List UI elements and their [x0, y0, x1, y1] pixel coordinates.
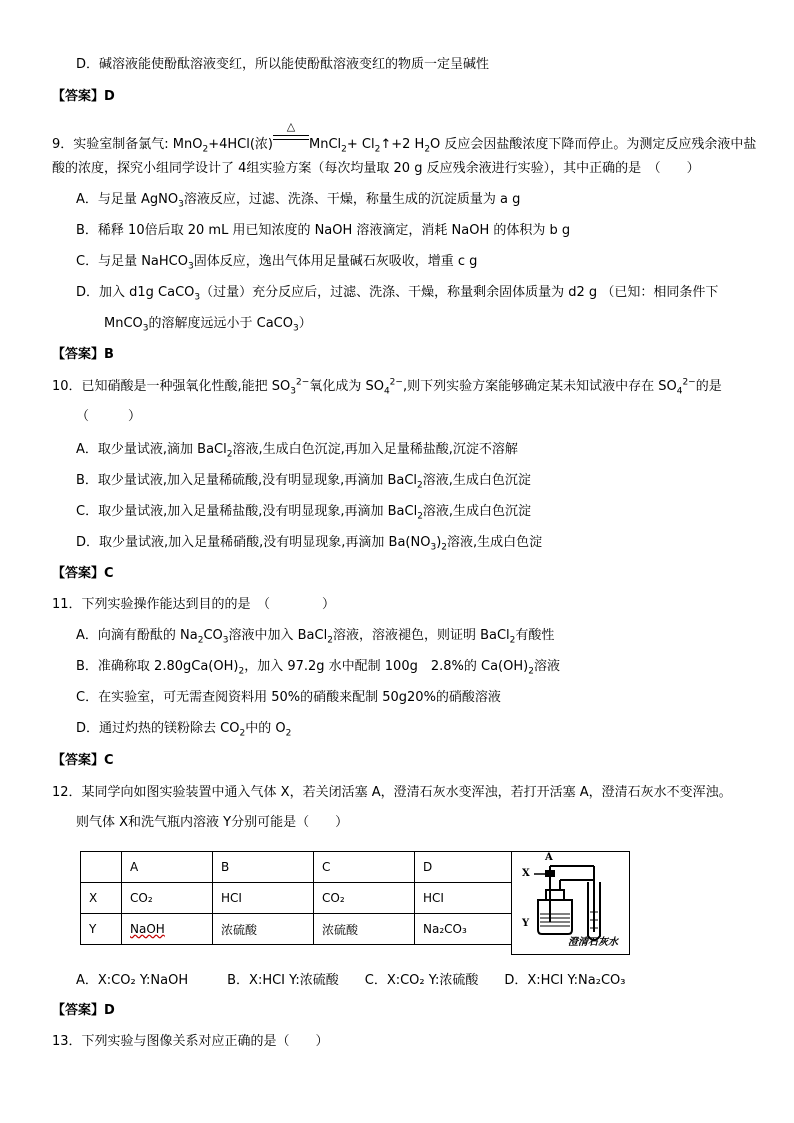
figure-label-x: X: [522, 868, 530, 879]
q9-answer: 【答案】B: [52, 347, 114, 362]
table-cell: Na₂CO₃: [415, 914, 512, 945]
q10-option-d: D．取少量试液,加入足量稀硝酸,没有明显现象,再滴加 $Ba(NO_3)_2$溶液,生成白色淀: [76, 535, 543, 553]
q10-stem-line-2: （ ）: [76, 409, 142, 424]
q11-option-d: D．通过灼热的镁粉除去 $CO_2$中的 $O_2$: [76, 721, 292, 739]
table-cell: A: [122, 852, 213, 883]
q10-option-a: A．取少量试液,滴加 BaCl$_2$溶液,生成白色沉淀,再加入足量稀盐酸,沉淀不溶解: [76, 442, 518, 460]
q10-stem-line-1: 10．已知硝酸是一种强氧化性酸,能把 $SO_3^{2-}$氧化成为 $SO_4^{2-}$,则下列实验方案能够确定某未知试液中存在 $SO_4^{2-}$的是: [52, 377, 722, 397]
q10-option-b: B．取少量试液,加入足量稀硫酸,没有明显现象,再滴加 BaCl$_2$溶液,生成白色沉淀: [76, 473, 531, 491]
table-cell: D: [415, 852, 512, 883]
q12-options-table: [80, 851, 512, 945]
q12-stem-line-1: 12．某同学向如图实验装置中通入气体 X，若关闭活塞 A，澄清石灰水变浑浊，若打开活塞 A，澄清石灰水不变浑浊。: [52, 785, 732, 800]
table-cell: CO₂: [122, 883, 213, 914]
table-cell: 浓硫酸: [213, 914, 314, 945]
figure-label-a: A: [545, 852, 553, 863]
gas-washing-apparatus-figure: [511, 851, 630, 955]
table-cell: [81, 852, 122, 883]
table-cell: Y: [81, 914, 122, 945]
q9-option-d-cont: MnCO$_3$的溶解度远远小于 CaCO$_3$）: [104, 316, 312, 334]
table-cell: B: [213, 852, 314, 883]
heating-condition-icon: △: [273, 130, 309, 148]
q12-options: A．X:CO₂ Y:NaOH B．X:HCI Y:浓硫酸 C．X:CO₂ Y:浓硫酸 D．X:HCI Y:Na₂CO₃: [76, 973, 626, 988]
q11-option-c: C．在实验室，可无需查阅资料用 50%的硝酸来配制 50g20%的硝酸溶液: [76, 690, 501, 705]
q11-option-a: A．向滴有酚酞的 $Na_2CO_3$溶液中加入 BaCl$_2$溶液，溶液褪色，则证明 BaCl$_2$有酸性: [76, 628, 555, 646]
q11-answer: 【答案】C: [52, 753, 114, 768]
q9-stem-line-1: 9．实验室制备氯气: MnO$_2$+4HCl(浓) △ MnCl$_2$+ $Cl_2↑+2$ $H_2O$ 反应会因盐酸浓度下降而停止。为测定反应残余液中盐: [52, 120, 757, 155]
figure-label-y: Y: [522, 918, 530, 929]
q10-option-c: C．取少量试液,加入足量稀盐酸,没有明显现象,再滴加 BaCl$_2$溶液,生成白色沉淀: [76, 504, 532, 522]
table-cell: X: [81, 883, 122, 914]
q9-option-a: A．与足量 AgNO$_3$溶液反应，过滤、洗涤、干燥，称量生成的沉淀质量为 a g: [76, 192, 521, 210]
figure-caption: 澄清石灰水: [568, 937, 618, 948]
q11-stem: 11．下列实验操作能达到目的的是 （ ）: [52, 597, 336, 612]
table-row: [81, 852, 512, 883]
q11-option-b: B．准确称取 $2.80gCa(OH)_2$，加入 97.2g 水中配制 100g 2.8%的 $Ca(OH)_2$溶液: [76, 659, 560, 677]
q8-answer: 【答案】D: [52, 89, 115, 104]
table-cell: HCI: [213, 883, 314, 914]
q13-stem: 13．下列实验与图像关系对应正确的是（ ）: [52, 1034, 329, 1049]
table-cell: CO₂: [314, 883, 415, 914]
table-cell: HCI: [415, 883, 512, 914]
table-cell: 浓硫酸: [314, 914, 415, 945]
q12-stem-line-2: 则气体 X和洗气瓶内溶液 Y分别可能是（ ）: [76, 815, 349, 830]
q9-option-d: D．加入 d1g CaCO$_3$（过量）充分反应后，过滤、洗涤、干燥，称量剩余固体质量为 d2 g （已知：相同条件下: [76, 285, 719, 303]
q9-stem-line-2: 酸的浓度，探究小组同学设计了 4组实验方案（每次均量取 20 g 反应残余液进行实验），其中正确的是 （ ）: [52, 161, 700, 176]
q8-option-d: D．碱溶液能使酚酞溶液变红，所以能使酚酞溶液变红的物质一定呈碱性: [76, 57, 490, 72]
q12-answer: 【答案】D: [52, 1003, 115, 1018]
table-row: [81, 883, 512, 914]
q10-answer: 【答案】C: [52, 566, 114, 581]
q9-option-b: B．稀释 10倍后取 20 mL 用已知浓度的 NaOH 溶液滴定，消耗 NaOH 的体积为 b g: [76, 223, 571, 238]
table-row: [81, 914, 512, 945]
table-cell: C: [314, 852, 415, 883]
table-cell: NaOH: [122, 914, 213, 945]
q9-option-c: C．与足量 NaHCO$_3$固体反应，逸出气体用足量碱石灰吸收，增重 c g: [76, 254, 478, 272]
